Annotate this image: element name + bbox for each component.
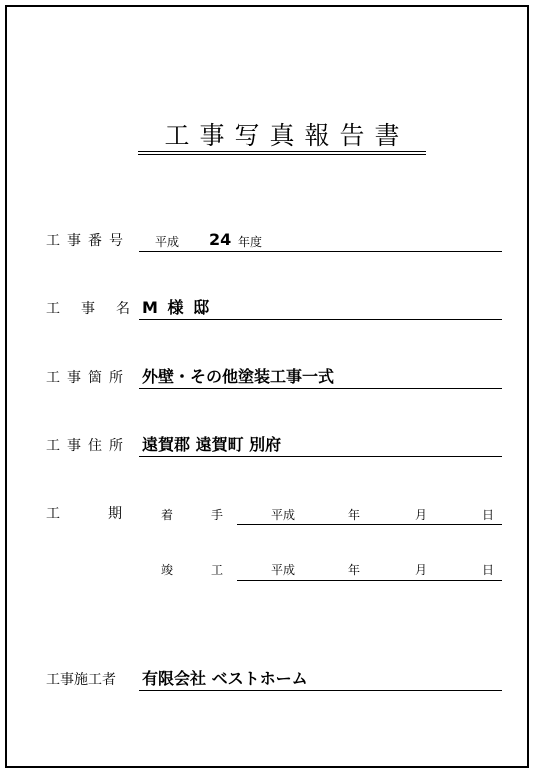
label-project-address: 工事住所 bbox=[46, 438, 130, 454]
project-address-underline bbox=[139, 456, 502, 457]
period-start-day: 日 bbox=[482, 508, 495, 522]
label-project-number: 工事番号 bbox=[46, 233, 130, 249]
label-project-location: 工事箇所 bbox=[46, 370, 130, 386]
period-start-year: 年 bbox=[348, 508, 361, 522]
contractor-underline bbox=[139, 690, 502, 691]
period-start-label: 着手 bbox=[161, 508, 262, 522]
project-number-year: 24 bbox=[209, 230, 232, 249]
page-border bbox=[5, 5, 529, 768]
project-location-value: 外壁・その他塗装工事一式 bbox=[142, 367, 335, 386]
period-end-day: 日 bbox=[482, 563, 495, 577]
period-start-era: 平成 bbox=[271, 508, 296, 522]
document-title: 工事写真報告書 bbox=[164, 121, 410, 150]
label-contractor: 工事施工者 bbox=[46, 672, 116, 688]
period-start-month: 月 bbox=[415, 508, 428, 522]
project-number-underline bbox=[139, 251, 502, 252]
project-number-suffix: 年度 bbox=[238, 235, 263, 249]
label-project-period: 工期 bbox=[46, 506, 170, 522]
period-start-underline bbox=[237, 524, 502, 525]
title-underline-second bbox=[138, 154, 426, 155]
project-name-value: M 様 邸 bbox=[142, 298, 212, 317]
project-address-value: 遠賀郡 遠賀町 別府 bbox=[142, 435, 282, 454]
period-end-month: 月 bbox=[415, 563, 428, 577]
period-end-year: 年 bbox=[348, 563, 361, 577]
label-project-name: 工事名 bbox=[46, 301, 151, 317]
project-location-underline bbox=[139, 388, 502, 389]
project-number-era: 平成 bbox=[155, 235, 180, 249]
title-underline bbox=[138, 151, 426, 152]
period-end-underline bbox=[237, 580, 502, 581]
period-end-label: 竣工 bbox=[161, 563, 262, 577]
project-name-underline bbox=[139, 319, 502, 320]
contractor-value: 有限会社 ベストホーム bbox=[142, 669, 308, 688]
period-end-era: 平成 bbox=[271, 563, 296, 577]
